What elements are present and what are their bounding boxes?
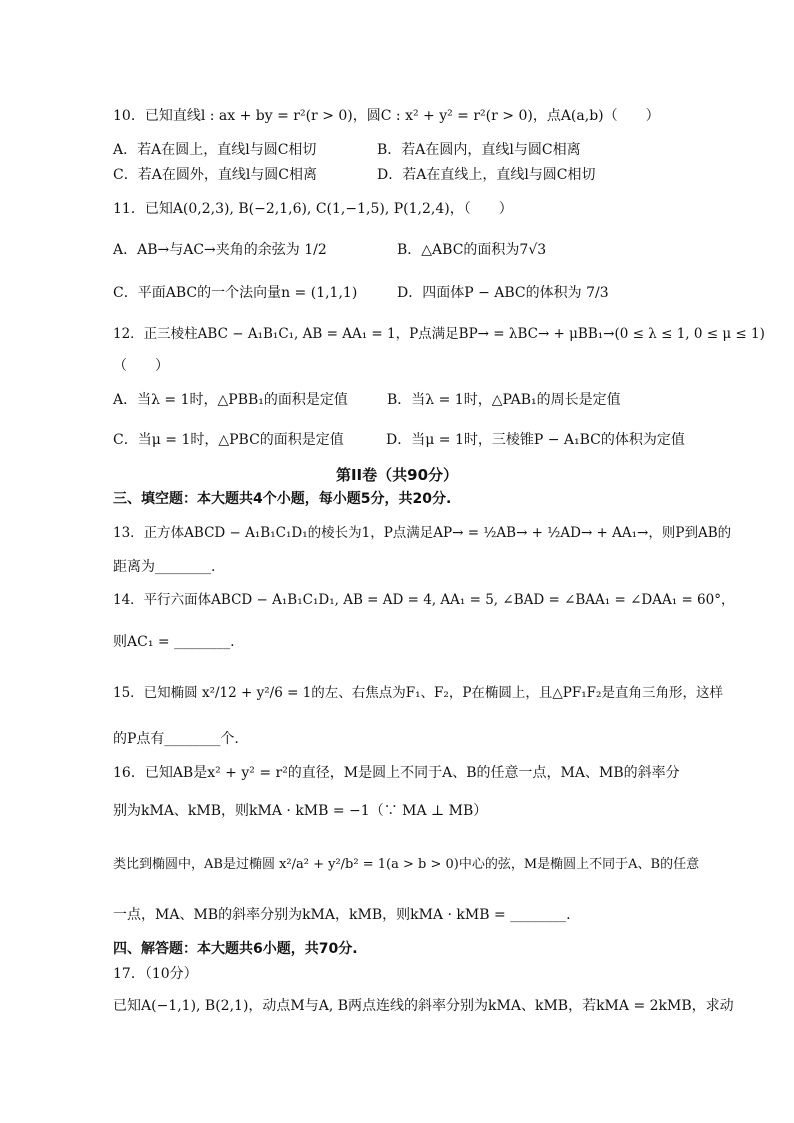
- q10-option-b: B．若A在圆内，直线l与圆C相离: [377, 142, 581, 158]
- q11-stem: 11．已知A(0,2,3), B(−2,1,6), C(1,−1,5), P(1,2,4)，（ ）: [113, 201, 513, 217]
- q10-option-a: A．若A在圆上，直线l与圆C相切: [113, 142, 317, 158]
- q17-head: 17．（10分）: [113, 966, 198, 982]
- part2-title: 第II卷（共90分）: [335, 466, 459, 484]
- q12-stem: 12．正三棱柱ABC − A₁B₁C₁, AB = AA₁ = 1，P点满足BP→ = λBC→ + μBB₁→(0 ≤ λ ≤ 1, 0 ≤ μ ≤ 1): [113, 326, 765, 342]
- q11-option-b: B．△ABC的面积为7√3: [397, 242, 547, 258]
- q16-line3: 类比到椭圆中，AB是过椭圆 x²/a² + y²/b² = 1(a > b > 0)中心的弦，M是椭圆上不同于A、B的任意: [113, 857, 700, 872]
- q11-option-c: C．平面ABC的一个法向量n = (1,1,1): [113, 285, 358, 301]
- q16-line2: 别为kMA、kMB，则kMA · kMB = −1（∵ MA ⊥ MB）: [113, 803, 488, 819]
- q13-line1: 13．正方体ABCD − A₁B₁C₁D₁的棱长为1，P点满足AP→ = ½AB→ + ½AD→ + AA₁→，则P到AB的: [113, 525, 732, 541]
- q10-option-c: C．若A在圆外，直线l与圆C相离: [113, 167, 318, 183]
- q14-line2: 则AC₁ = ________.: [113, 634, 235, 650]
- q11-option-d: D．四面体P − ABC的体积为 7/3: [397, 285, 609, 301]
- q16-line1: 16．已知AB是x² + y² = r²的直径，M是圆上不同于A、B的任意一点，MA、MB的斜率分: [113, 765, 680, 781]
- q13-line2: 距离为________.: [113, 559, 216, 575]
- q16-line4: 一点，MA、MB的斜率分别为kMA，kMB，则kMA · kMB = ________.: [113, 907, 571, 923]
- q15-line2: 的P点有________个.: [113, 731, 239, 747]
- section3-heading: 三、填空题：本大题共4个小题，每小题5分，共20分.: [113, 491, 452, 507]
- q11-option-a: A．AB→与AC→夹角的余弦为 1/2: [113, 242, 327, 258]
- q14-line1: 14．平行六面体ABCD − A₁B₁C₁D₁, AB = AD = 4, AA₁ = 5, ∠BAD = ∠BAA₁ = ∠DAA₁ = 60°，: [113, 592, 735, 608]
- q12-option-d: D．当μ = 1时，三棱锥P − A₁BC的体积为定值: [386, 432, 685, 448]
- q15-line1: 15．已知椭圆 x²/12 + y²/6 = 1的左、右焦点为F₁、F₂，P在椭圆上，且△PF₁F₂是直角三角形，这样: [113, 685, 723, 701]
- q10-option-d: D．若A在直线上，直线l与圆C相切: [377, 167, 596, 183]
- q12-option-c: C．当μ = 1时，△PBC的面积是定值: [113, 432, 344, 448]
- q12-option-b: B．当λ = 1时，△PAB₁的周长是定值: [387, 392, 621, 408]
- q10-stem: 10．已知直线l : ax + by = r²(r > 0)，圆C : x² + y² = r²(r > 0)，点A(a,b)（ ）: [113, 108, 660, 124]
- q12-answer-paren: （ ）: [113, 358, 169, 374]
- q17-line1: 已知A(−1,1), B(2,1)，动点M与A, B两点连线的斜率分别为kMA、kMB，若kMA = 2kMB，求动: [113, 998, 734, 1014]
- section4-heading: 四、解答题：本大题共6小题，共70分.: [113, 941, 358, 957]
- q12-option-a: A．当λ = 1时，△PBB₁的面积是定值: [113, 392, 348, 408]
